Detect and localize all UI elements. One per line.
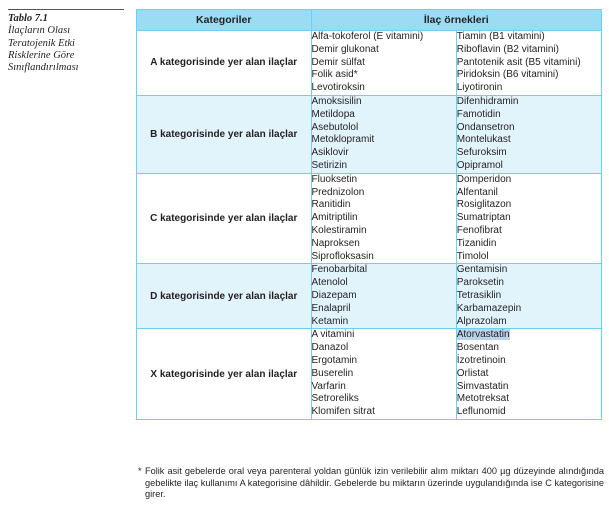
drug-item: Leflunomid — [456, 406, 506, 418]
drug-item: Ranitidin — [311, 199, 351, 211]
drug-item: Tiamin (B1 vitamini) — [456, 31, 545, 42]
drug-item: Domperidon — [456, 173, 512, 185]
drug-item: Setirizin — [311, 159, 348, 171]
category-label: A kategorisinde yer alan ilaçlar — [137, 31, 312, 96]
table-row — [137, 264, 602, 329]
drug-item: Varfarin — [311, 380, 346, 392]
caption-line: Teratojenik Etki — [8, 37, 75, 49]
drug-list-2 — [456, 329, 601, 420]
drug-item: Amoksisilin — [311, 95, 362, 107]
drug-item: Ondansetron — [456, 121, 515, 133]
header-categories: Kategoriler — [137, 10, 312, 31]
drug-item: Bosentan — [456, 342, 499, 354]
drug-category-table — [136, 9, 602, 420]
drug-item: Demir glukonat — [311, 43, 379, 55]
caption-line: Risklerine Göre — [8, 49, 75, 61]
header-drug-examples: İlaç örnekleri — [311, 10, 602, 31]
caption-line: İlaçların Olası — [8, 25, 71, 37]
drug-item: Kolestiramin — [311, 224, 367, 236]
category-label: X kategorisinde yer alan ilaçlar — [137, 329, 312, 420]
drug-list-1 — [311, 31, 456, 96]
drug-list-1 — [311, 95, 456, 173]
drug-item: Metildopa — [311, 108, 355, 120]
drug-list-2 — [456, 31, 601, 96]
drug-list-2 — [456, 264, 601, 329]
table-row — [137, 95, 602, 173]
caption-line: Sınıflandırılması — [8, 62, 79, 74]
drug-item: Metoklopramit — [311, 134, 375, 146]
drug-item: Alfentanil — [456, 186, 498, 198]
category-label: B kategorisinde yer alan ilaçlar — [137, 95, 312, 173]
footnote-marker: * — [138, 466, 142, 476]
drug-item: Siprofloksasin — [311, 250, 374, 262]
drug-item: Riboflavin (B2 vitamini) — [456, 43, 559, 55]
drug-item: Orlistat — [456, 367, 489, 379]
drug-item: Levotiroksin — [311, 82, 365, 94]
table-row — [137, 173, 602, 264]
drug-list-1 — [311, 264, 456, 329]
drug-item: Folik asid* — [311, 69, 358, 81]
table-body — [137, 31, 602, 420]
category-label: D kategorisinde yer alan ilaçlar — [137, 264, 312, 329]
drug-item: Ketamin — [311, 315, 349, 327]
drug-item: Atenolol — [311, 277, 348, 289]
table-header-row — [137, 10, 602, 31]
drug-item: Sumatriptan — [456, 212, 511, 224]
table-caption — [8, 9, 124, 74]
drug-list-1 — [311, 173, 456, 264]
drug-item: Paroksetin — [456, 277, 504, 289]
drug-item: Alfa-tokoferol (E vitamini) — [311, 31, 424, 42]
category-label: C kategorisinde yer alan ilaçlar — [137, 173, 312, 264]
drug-item: Amitriptilin — [311, 212, 358, 224]
drug-item: Tetrasiklin — [456, 289, 502, 301]
table-row — [137, 31, 602, 96]
drug-item: Enalapril — [311, 302, 351, 314]
footnote — [138, 466, 604, 501]
drug-item-highlighted — [457, 329, 601, 342]
drug-item: Tizanidin — [456, 237, 497, 249]
drug-item: Fenofibrat — [456, 224, 502, 236]
drug-item: Prednizolon — [311, 186, 365, 198]
drug-item: Danazol — [311, 342, 349, 354]
drug-item: İzotretinoin — [456, 354, 506, 366]
drug-item: Atorvastatin — [456, 329, 510, 341]
drug-item: Rosiglitazon — [456, 199, 512, 211]
drug-item: Asebutolol — [311, 121, 359, 133]
drug-item: Setroreliks — [311, 393, 359, 405]
drug-item: Metotreksat — [456, 393, 509, 405]
drug-item: Karbamazepin — [456, 302, 522, 314]
drug-item: Alprazolam — [456, 315, 507, 327]
drug-item: Difenhidramin — [456, 95, 519, 107]
drug-list-2 — [456, 173, 601, 264]
drug-item: Simvastatin — [456, 380, 509, 392]
drug-item: Demir sülfat — [311, 56, 365, 68]
drug-item: Piridoksin (B6 vitamini) — [456, 69, 559, 81]
drug-item: Montelukast — [456, 134, 511, 146]
drug-item: A vitamini — [311, 329, 355, 341]
drug-item: Timolol — [456, 250, 489, 262]
drug-item: Ergotamin — [311, 354, 358, 366]
drug-item: Opipramol — [456, 159, 503, 171]
drug-list-2 — [456, 95, 601, 173]
drug-item: Fenobarbital — [311, 264, 368, 276]
drug-item: Asiklovir — [311, 147, 349, 159]
footnote-text: Folik asit gebelerde oral veya parenteral yoldan günlük izin verilebilir alım miktarı 400 µg düzeyinde alındığında gebelikte ilaç kullanımı A kategorisine dâhildir. Gebelerde bu miktarın üzerinde uygulandığında ise C kategorisine girer. — [145, 466, 604, 500]
drug-item: Naproksen — [311, 237, 360, 249]
drug-list-1 — [311, 329, 456, 420]
drug-item: Famotidin — [456, 108, 501, 120]
table-number: Tablo 7.1 — [8, 13, 48, 24]
table-row — [137, 329, 602, 420]
drug-item: Buserelin — [311, 367, 354, 379]
drug-item: Sefuroksim — [456, 147, 507, 159]
drug-item: Klomifen sitrat — [311, 406, 375, 418]
drug-item: Pantotenik asit (B5 vitamini) — [456, 56, 581, 68]
drug-item: Fluoksetin — [311, 173, 358, 185]
drug-item: Gentamisin — [456, 264, 508, 276]
drug-item: Liyotironin — [456, 82, 503, 94]
drug-item: Diazepam — [311, 289, 357, 301]
